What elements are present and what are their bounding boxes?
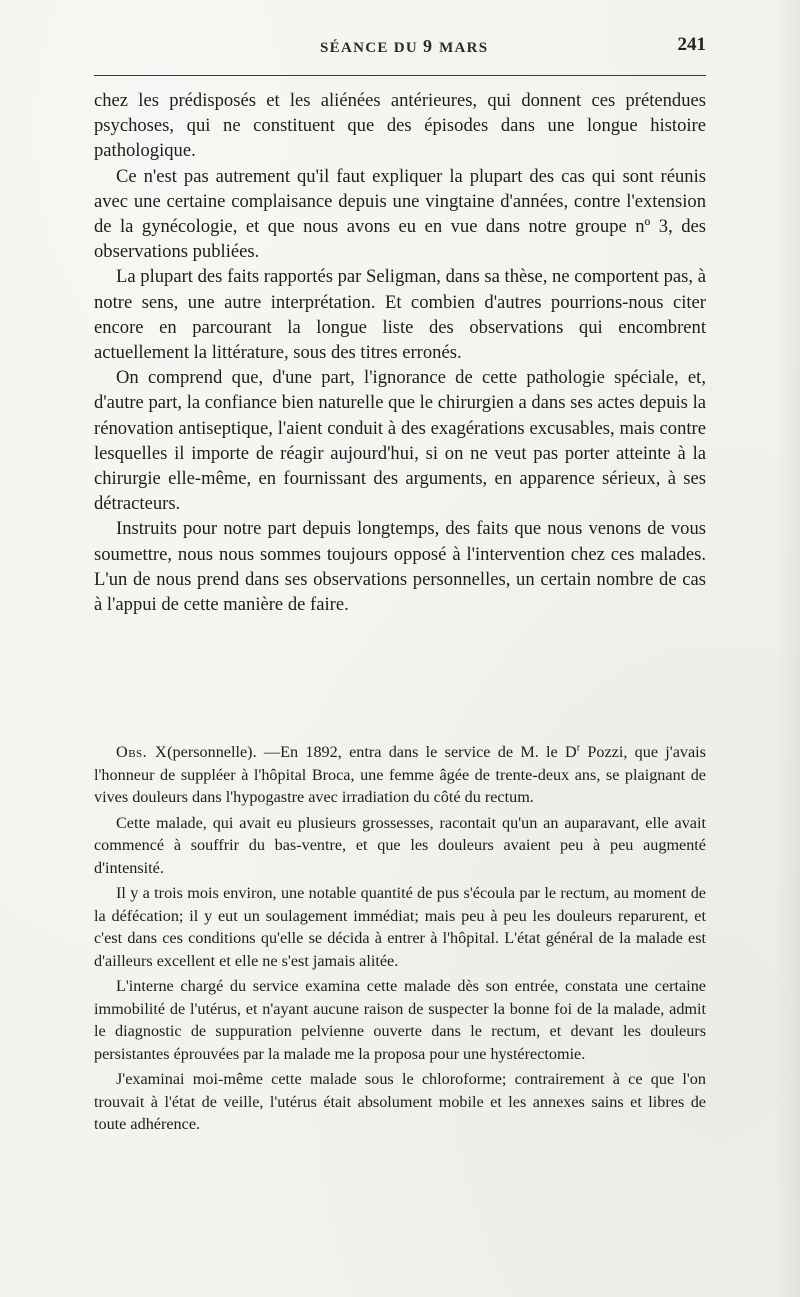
header-rule	[94, 75, 706, 76]
running-head	[320, 36, 488, 57]
page-edge-shadow	[774, 0, 800, 1297]
observation-paragraph: J'examinai moi-même cette malade sous le chloroforme; contrairement à ce que l'on trouvait à l'état de veille, l'utérus était absolument mobile et les annexes sains et libres de toute adhérence.	[94, 1070, 706, 1133]
observation-block	[94, 741, 706, 1139]
page-header	[94, 34, 706, 58]
paragraph: On comprend que, d'une part, l'ignorance de cette pathologie spéciale, et, d'autre part, la confiance bien naturelle que le chirurgien a dans ses actes depuis la rénovation antiseptique, l'aient conduit à des exagérations excusables, mais contre lesquelles il importe de réagir aujourd'hui, si on ne veut pas porter atteinte à la chirurgie elle-même, en fournissant des arguments, en apparence sérieux, à ses détracteurs.	[94, 367, 706, 515]
page-number: 241	[677, 34, 706, 55]
main-text	[94, 88, 706, 617]
observation-label-rest: (personnelle). —En 1892, entra dans le service de M. le D	[167, 743, 577, 761]
observation-paragraph: Il y a trois mois environ, une notable quantité de pus s'écoula par le rectum, au moment de la défécation; il y eut un soulagement immédiat; mais peu à peu les douleurs reparurent, et c'est dans ces conditions qu'elle se décida à entrer à l'hôpital. L'état général de la malade est d'ailleurs excellent et elle ne s'est jamais alitée.	[94, 884, 706, 970]
observation-intro-tail: Pozzi, que j'avais l'honneur de suppléer à l'hôpital Broca, une femme âgée de trente-deux ans, se plaignant de vives douleurs dans l'hypogastre avec irradiation du côté du rectum.	[94, 743, 706, 806]
observation-paragraph: Cette malade, qui avait eu plusieurs grossesses, racontait qu'un an auparavant, elle avait commencé à souffrir du bas-ventre, et que les douleurs avaient peu à peu augmenté d'intensité.	[94, 813, 706, 877]
doctor-superscript: r	[576, 742, 581, 754]
paragraph: Ce n'est pas autrement qu'il faut expliquer la plupart des cas qui sont réunis avec une certaine complaisance depuis une vingtaine d'années, contre l'extension de la gynécologie, et que nous avons eu en vue dans notre groupe nº 3, des observations publiées.	[94, 165, 706, 263]
running-head-day: 9	[423, 36, 435, 56]
observation-label: Obs. X	[116, 743, 168, 761]
paragraph: Instruits pour notre part depuis longtemps, des faits que nous venons de vous soumettre, nous nous sommes toujours opposé à l'intervention chez ces malades. L'un de nous prend dans ses observations personnelles, un certain nombre de cas à l'appui de cette manière de faire.	[94, 518, 706, 616]
running-head-prefix: SÉANCE DU	[320, 40, 424, 56]
observation-paragraph: L'interne chargé du service examina cette malade dès son entrée, constata une certaine immobilité de l'utérus, et n'ayant aucune raison de suspecter la bonne foi de la malade, admit le diagnostic de suppuration pelvienne ouverte dans le rectum, et devant les douleurs persistantes éprouvées par la malade me la proposa pour une hystérectomie.	[94, 977, 706, 1063]
paragraph: chez les prédisposés et les aliénées antérieures, qui donnent ces prétendues psychoses, qui ne constituent que des épisodes dans une longue histoire pathologique.	[94, 90, 706, 162]
observation-intro	[94, 741, 706, 809]
paragraph: La plupart des faits rapportés par Seligman, dans sa thèse, ne comportent pas, à notre sens, une autre interprétation. Et combien d'autres pourrions-nous citer encore en parcourant la longue liste des observations qui encombrent actuellement la littérature, sous des titres erronés.	[94, 266, 706, 364]
running-head-month: MARS	[434, 40, 489, 56]
